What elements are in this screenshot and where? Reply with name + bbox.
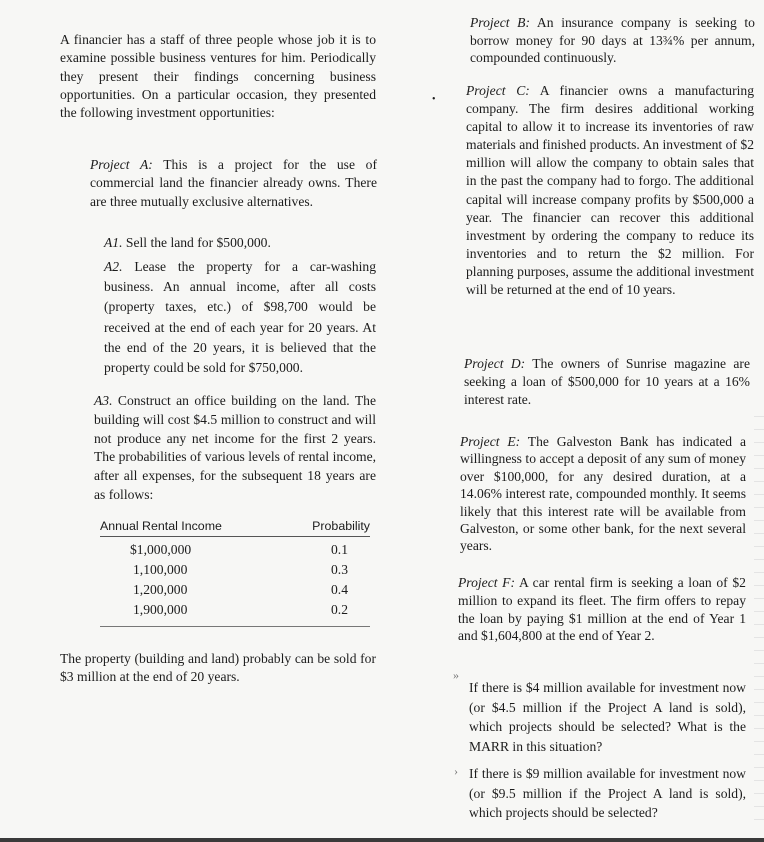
table-bottom-rule xyxy=(100,626,370,627)
project-a-text: This is a project for the use of commercial land the financier already owns. There are three mutually exclusive alternatives. xyxy=(90,157,377,209)
project-d-paragraph xyxy=(464,355,750,410)
question-2-marker-icon: › xyxy=(454,764,458,778)
income-cell: 1,900,000 xyxy=(133,602,188,617)
project-f-text: A car rental firm is seeking a loan of $2 million to expand its fleet. The firm offers to repay the loan by paying $1 million at the end of Year 1 and $1,604,800 at the end of Year 2. xyxy=(458,575,746,644)
project-f-paragraph xyxy=(458,574,746,645)
a2-text: Lease the property for a car-washing business. An annual income, after all costs (property taxes, etc.) of $98,700 would be received at the end of each year for 20 years. At the end of the 20 years, it is believed that the property could be sold for $750,000. xyxy=(104,259,376,376)
table-row xyxy=(100,580,370,600)
a1-label: A1. xyxy=(104,235,123,250)
alternative-a3 xyxy=(94,392,376,505)
table-row xyxy=(100,560,370,580)
income-cell: 1,100,000 xyxy=(133,562,188,577)
a3-text: Construct an office building on the land. The building will cost $4.5 million to construct and will not produce any net income for the first 2 years. The probabilities of various levels of rental income, after all expenses, for the subsequent 18 years are as follows: xyxy=(94,393,376,502)
property-sale-note: The property (building and land) probably can be sold for $3 million at the end of 20 years. xyxy=(60,651,376,685)
project-c-label: Project C: xyxy=(466,83,530,98)
project-c-text: A financier owns a manufacturing company. The firm desires additional working capital to allow it to increase its inventories of raw materials and finished products. An investment of $2 million will allow the company to obtain sales that in the past the company had to forgo. The additional capital will increase company profits by $500,000 a year. The financier can recover this additional investment by ordering the company to reduce its inventories and to return the $2 million. For planning purposes, assume the additional investment will be returned at the end of 10 years. xyxy=(466,83,754,298)
scan-edge-artifact xyxy=(754,410,764,830)
project-f-label: Project F: xyxy=(458,575,516,590)
project-c-paragraph xyxy=(466,82,754,299)
project-d-text: The owners of Sunrise magazine are seeking a loan of $500,000 for 10 years at a 16% interest rate. xyxy=(464,356,750,408)
rental-income-table xyxy=(100,519,370,626)
a1-text: Sell the land for $500,000. xyxy=(122,235,271,250)
a2-label: A2. xyxy=(104,259,123,274)
stray-dot-icon: • xyxy=(432,94,436,105)
table-row xyxy=(100,600,370,626)
project-e-paragraph xyxy=(460,433,746,555)
income-cell: $1,000,000 xyxy=(130,542,192,557)
rental-income-table-wrap xyxy=(100,519,370,627)
column-header-income: Annual Rental Income xyxy=(100,519,283,537)
table-row xyxy=(100,537,370,561)
intro-paragraph: A financier has a staff of three people whose job it is to examine possible business ventures for him. Periodically they present their findings concerning business opportunities. On a particular occasion, they presented the following investment opportunities: xyxy=(60,32,376,121)
project-b-text: An insurance company is seeking to borrow money for 90 days at 13¾% per annum, compounded continuously. xyxy=(470,15,755,66)
project-b-label: Project B: xyxy=(470,15,531,30)
probability-cell: 0.3 xyxy=(331,562,348,577)
probability-cell: 0.2 xyxy=(331,602,348,617)
probability-cell: 0.1 xyxy=(331,542,348,557)
probability-cell: 0.4 xyxy=(331,582,348,597)
a3-label: A3. xyxy=(94,393,113,408)
project-e-label: Project E: xyxy=(460,434,521,449)
question-1-marker-icon: » xyxy=(453,668,459,682)
alternative-a1 xyxy=(104,234,376,252)
project-d-label: Project D: xyxy=(464,356,526,371)
project-a-paragraph xyxy=(90,156,377,211)
project-b-paragraph xyxy=(470,14,755,67)
income-cell: 1,200,000 xyxy=(133,582,188,597)
alternative-a2 xyxy=(104,257,376,378)
question-1: If there is $4 million available for investment now (or $4.5 million if the Project A land is sold), which projects should be selected? What is the MARR in this situation? xyxy=(469,680,746,755)
column-header-probability: Probability xyxy=(283,519,370,537)
project-e-text: The Galveston Bank has indicated a willingness to accept a deposit of any sum of money over $100,000, for any desired duration, at a 14.06% interest rate, compounded monthly. It seems likely that this interest rate will be available from Galveston, or some other bank, for the next several years. xyxy=(460,434,746,554)
scan-bottom-border xyxy=(0,838,764,842)
project-a-label: Project A: xyxy=(90,157,153,172)
question-2: If there is $9 million available for investment now (or $9.5 million if the Project A land is sold), which projects should be selected? xyxy=(469,766,746,821)
